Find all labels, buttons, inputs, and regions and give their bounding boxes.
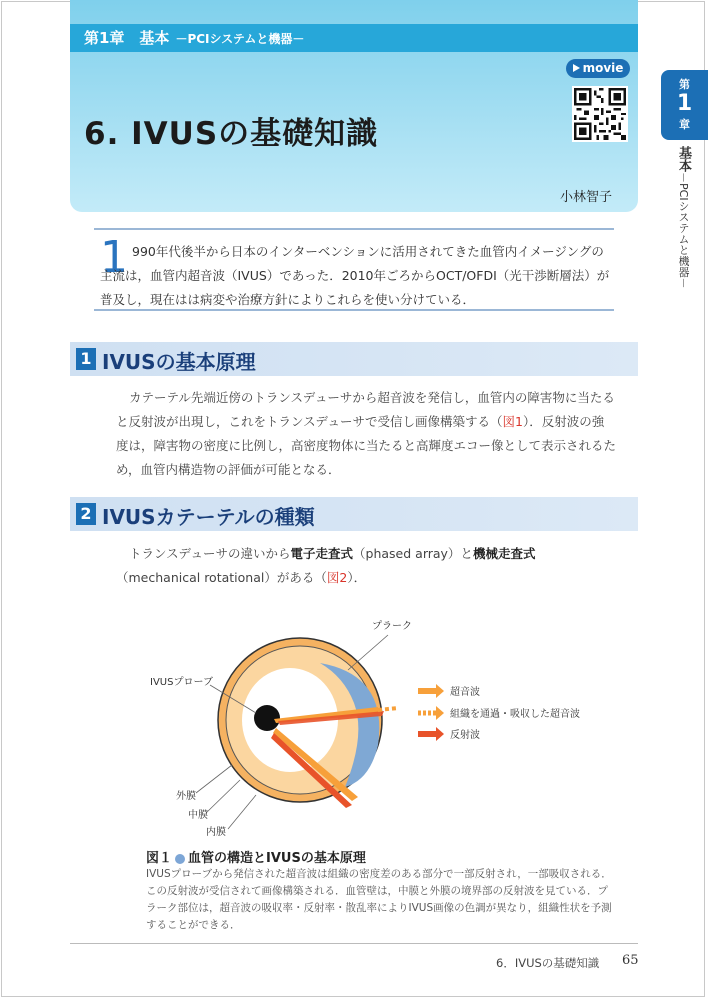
lead-paragraph: 990年代後半から日本のインターベンションに活用されてきた血管内イメージングの主流は，血管内超音波（IVUS）であった．2010年ごろからOCT/OFDI（光干渉断層法）が普及し，現在はは病変や治療方針によりこれらを使い分けている． [100, 244, 610, 307]
section-1-paragraph [116, 386, 616, 482]
through-beam [378, 708, 398, 710]
section-2-paragraph [116, 542, 616, 590]
section-1-number: 1 [76, 348, 96, 370]
side-vertical-label [673, 146, 693, 289]
qr-code-icon[interactable] [572, 86, 628, 142]
side-tab-number: 1 [676, 91, 693, 116]
lead-rule-top [94, 228, 614, 230]
figure-1-caption-title [146, 847, 366, 866]
chapter-label-main: 第1章 基本 [84, 29, 170, 47]
label-media: 中膜 [188, 810, 208, 821]
section-2-number: 2 [76, 503, 96, 525]
side-vertical-main: 基本 [676, 146, 691, 172]
side-vertical-sub: －PCIシステムと機器－ [677, 172, 690, 289]
legend-through-label: 組織を通過・吸収した超音波 [450, 709, 580, 720]
legend-ultrasound-label: 超音波 [450, 687, 480, 698]
figure-1-number: 図１ [146, 851, 173, 866]
label-plaque: プラーク [372, 621, 412, 632]
footer-section-label: 6．IVUSの基礎知識 [496, 956, 600, 970]
movie-label: movie [582, 61, 624, 75]
section-1-heading [70, 342, 638, 376]
figure-2-link[interactable]: 図2 [326, 570, 348, 585]
label-probe: IVUSプローブ [150, 677, 213, 688]
lead-initial: 1 [100, 232, 128, 283]
figure-1-title: 血管の構造とIVUSの基本原理 [188, 851, 366, 866]
ivus-principle-figure [140, 615, 620, 845]
page-number: 65 [622, 953, 639, 968]
legend-reflect-arrow [418, 727, 444, 741]
section-1-text-b: ）．反射波の強度は，障害物の密度に比例し，高密度物体に当たると高輝度エコー像として表示されるため，血管内構造物の評価が可能となる． [116, 414, 617, 477]
plaque-leader [348, 635, 388, 670]
side-tab-bottom: 章 [679, 118, 690, 131]
page-title: 6. IVUSの基礎知識 [84, 116, 379, 152]
section-2-heading [70, 497, 638, 531]
figure-1-caption-text: IVUSプローブから発信された超音波は組織の密度差のある部分で一部反射され，一部吸収される．この反射波が受信されて画像構築される．血管壁は，中膜と外膜の境界部の反射波を見ている．プラーク部位は，超音波の吸収率・反射率・散乱率によりIVUS画像の色調が異なり，組織性状を予測することができる． [146, 868, 612, 931]
figure-1-link[interactable]: 図1 [502, 414, 523, 429]
chapter-label-sub: －PCIシステムと機器－ [175, 32, 305, 46]
section-2-title: IVUSカテーテルの種類 [102, 505, 315, 529]
chapter-label [84, 27, 304, 48]
mechanical-term: 機械走査式 [472, 546, 536, 561]
label-adventitia: 外膜 [176, 791, 196, 802]
adventitia-leader [196, 765, 232, 793]
caption-dot-icon [175, 854, 185, 864]
side-tab-top: 第 [679, 78, 690, 91]
label-intima: 内膜 [206, 827, 226, 838]
section-2-text-a: トランスデューサの違いから [129, 546, 291, 561]
ivus-probe [254, 705, 280, 731]
section-1-title: IVUSの基本原理 [102, 350, 256, 374]
legend-reflect-label: 反射波 [450, 730, 480, 741]
author-name: 小林智子 [560, 190, 613, 205]
section-1-text-a: カテーテル先端近傍のトランスデューサから超音波を発信し，血管内の障害物に当たると反射波が出現し，これをトランスデューサで受信し画像構築する（ [116, 390, 615, 429]
chapter-side-tab[interactable] [661, 70, 708, 140]
phased-array-term: 電子走査式 [290, 546, 354, 561]
legend-through-arrowhead [436, 706, 444, 720]
movie-button[interactable] [566, 59, 630, 78]
footer-rule [70, 943, 638, 944]
legend [418, 684, 580, 741]
intima-leader [228, 795, 256, 829]
media-leader [206, 780, 240, 813]
section-2-text-b: （phased array）と [353, 546, 473, 561]
legend-ultrasound-arrow [418, 684, 444, 698]
play-icon [573, 64, 580, 72]
lead-rule-bottom [94, 309, 614, 311]
section-2-text-c: （mechanical rotational）がある（ [116, 570, 327, 585]
section-2-text-d: ）． [347, 570, 367, 585]
